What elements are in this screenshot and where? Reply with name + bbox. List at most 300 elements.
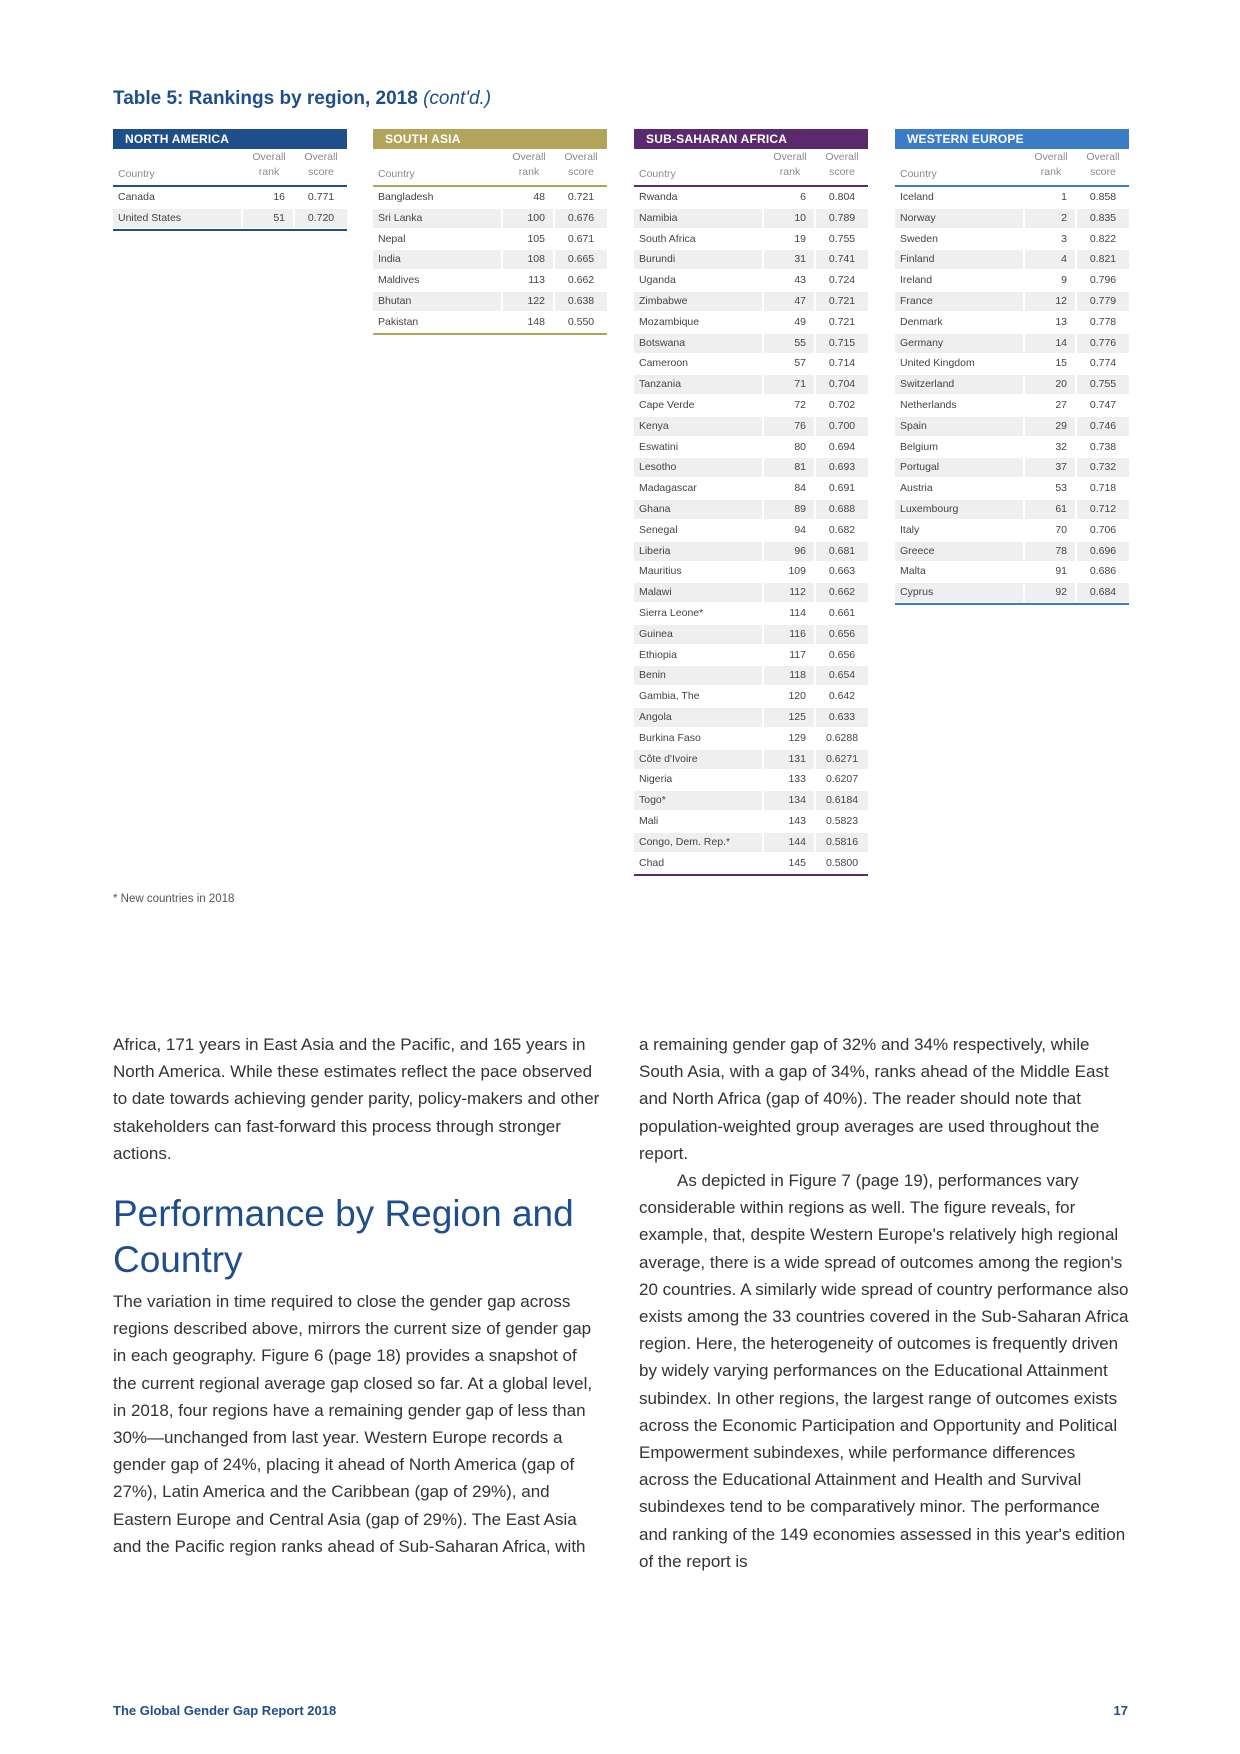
cell-country: Angola (634, 708, 762, 727)
cell-rank: 78 (1025, 542, 1075, 561)
cell-score: 0.662 (816, 583, 868, 602)
cell-country: Maldives (378, 274, 420, 287)
cell-country: Ireland (900, 274, 933, 287)
table-row (634, 396, 868, 415)
cell-rank: 6 (800, 191, 806, 203)
cell-score: 0.776 (1077, 334, 1129, 353)
cell-rank: 9 (1061, 274, 1067, 287)
cell-country: Belgium (900, 440, 938, 453)
body-paragraph: Africa, 171 years in East Asia and the Pacific, and 165 years in North America. While these estimates reflect the pace observed to date towards achieving gender parity, policy-makers and other stakeholders can fast-forward this process through stronger actions. (113, 1035, 600, 1163)
col-header-score (1077, 150, 1129, 180)
cell-score: 0.5823 (825, 814, 859, 827)
table-row (634, 646, 868, 665)
cell-score: 0.6184 (816, 791, 868, 810)
cell-country: Spain (895, 417, 1023, 436)
cell-rank: 19 (794, 232, 806, 245)
cell-rank: 15 (1055, 357, 1067, 370)
cell-country: Namibia (634, 209, 762, 228)
table-row (373, 250, 607, 269)
cell-country: Greece (895, 542, 1023, 561)
cell-country: Congo, Dem. Rep.* (634, 833, 762, 852)
table-row (634, 209, 868, 228)
cell-country: Sweden (900, 232, 938, 245)
cell-score: 0.688 (816, 500, 868, 519)
table-row (895, 354, 1129, 373)
cell-rank: 49 (794, 315, 806, 328)
cell-score: 0.732 (1077, 458, 1129, 477)
cell-score: 0.755 (828, 232, 856, 245)
cell-rank: 92 (1025, 583, 1075, 602)
table-row (895, 438, 1129, 457)
table-row (634, 188, 868, 207)
cell-country: Gambia, The (639, 690, 700, 703)
cell-score: 0.704 (816, 375, 868, 394)
cell-rank: 70 (1055, 523, 1067, 536)
table-row (895, 500, 1129, 519)
cell-country: Lesotho (634, 458, 762, 477)
table-row (634, 354, 868, 373)
cell-rank: 94 (794, 523, 806, 536)
table-title (113, 88, 491, 110)
cell-score: 0.721 (567, 191, 595, 203)
col-header-rank-line1: Overall (252, 151, 286, 163)
cell-score: 0.741 (816, 250, 868, 269)
table-row (895, 209, 1129, 228)
cell-score: 0.550 (567, 315, 595, 328)
cell-score: 0.662 (567, 274, 595, 287)
cell-score: 0.665 (555, 250, 607, 269)
cell-score: 0.671 (567, 232, 595, 245)
cell-score: 0.771 (307, 191, 335, 203)
table-row (895, 334, 1129, 353)
cell-score: 0.721 (816, 292, 868, 311)
cell-rank: 76 (764, 417, 814, 436)
cell-rank: 12 (1025, 292, 1075, 311)
col-header-country: Country (639, 168, 676, 180)
col-header-rank-line1: Overall (512, 151, 546, 163)
table-row (634, 271, 868, 290)
cell-rank: 109 (788, 565, 806, 578)
table-row (634, 500, 868, 519)
table-row (634, 458, 868, 477)
cell-rank: 2 (1025, 209, 1075, 228)
cell-country: Rwanda (639, 191, 678, 203)
cell-rank: 134 (764, 791, 814, 810)
cell-rank: 116 (764, 625, 814, 644)
cell-country: Netherlands (900, 398, 957, 411)
cell-country: Italy (900, 523, 920, 536)
cell-rank: 145 (788, 856, 806, 869)
cell-score: 0.694 (828, 440, 856, 453)
table-row (895, 458, 1129, 477)
table-row (634, 313, 868, 332)
cell-country: Burundi (634, 250, 762, 269)
cell-country: India (373, 250, 501, 269)
col-header-score-line2: score (1090, 166, 1116, 178)
cell-rank: 122 (503, 292, 553, 311)
col-header-score-line2: score (308, 166, 334, 178)
cell-country: Luxembourg (895, 500, 1023, 519)
cell-country: United Kingdom (900, 357, 975, 370)
col-header-rank-line2: rank (518, 166, 540, 178)
cell-score: 0.661 (828, 606, 856, 619)
footer-report-title: The Global Gender Gap Report 2018 (113, 1703, 337, 1718)
table-row (634, 417, 868, 436)
col-header-rank (243, 150, 295, 180)
cell-score: 0.638 (555, 292, 607, 311)
table-row (634, 729, 868, 748)
table-sub-saharan-africa (634, 129, 868, 876)
cell-country: Cyprus (895, 583, 1023, 602)
cell-rank: 53 (1055, 482, 1067, 495)
cell-score: 0.696 (1077, 542, 1129, 561)
cell-score: 0.642 (828, 690, 856, 703)
cell-rank: 27 (1055, 398, 1067, 411)
cell-score: 0.691 (828, 482, 856, 495)
table-body (895, 187, 1129, 605)
cell-score: 0.774 (1089, 357, 1117, 370)
cell-country: Ghana (634, 500, 762, 519)
table-row (373, 209, 607, 228)
cell-score: 0.6288 (825, 731, 859, 744)
table-row (634, 666, 868, 685)
cell-score: 0.676 (555, 209, 607, 228)
cell-score: 0.706 (1089, 523, 1117, 536)
body-paragraph: The variation in time required to close the gender gap across regions described above, mirrors the current size of gender gap in each geography. Figure 6 (page 18) provides a snapshot of the current regional average gap closed so far. At a global level, in 2018, four regions have a remaining gender gap of less than 30%—unchanged from last year. Western Europe records a gender gap of 24%, placing it ahead of North America (gap of 27%), Latin America and the Caribbean (gap of 29%), and Eastern Europe and Central Asia (gap of 29%). The East Asia and the Pacific region ranks ahead of Sub-Saharan Africa, with (113, 1292, 593, 1556)
table-row (373, 188, 607, 207)
cell-country: Finland (895, 250, 1023, 269)
cell-score: 0.6207 (825, 773, 859, 786)
cell-score: 0.693 (816, 458, 868, 477)
section-heading: Performance by Region and Country (113, 1193, 574, 1281)
table-row (895, 521, 1129, 540)
col-header-score (295, 150, 347, 180)
cell-rank: 105 (527, 232, 545, 245)
cell-rank: 89 (764, 500, 814, 519)
table-south-asia (373, 129, 607, 335)
cell-country: Malta (900, 565, 926, 578)
cell-rank: 47 (764, 292, 814, 311)
cell-country: Madagascar (639, 482, 697, 495)
region-header: WESTERN EUROPE (895, 129, 1129, 149)
cell-rank: 51 (243, 209, 293, 228)
right-column (639, 1031, 1129, 1575)
cell-score: 0.738 (1089, 440, 1117, 453)
table-north-america (113, 129, 347, 231)
cell-country: Switzerland (895, 375, 1023, 394)
cell-rank: 16 (273, 191, 285, 203)
col-header-rank (503, 150, 555, 180)
footnote: * New countries in 2018 (113, 893, 235, 905)
cell-country: Malawi (634, 583, 762, 602)
cell-score: 0.684 (1077, 583, 1129, 602)
cell-country: Chad (639, 856, 665, 869)
table-row (634, 604, 868, 623)
cell-rank: 80 (794, 440, 806, 453)
cell-country: Mali (639, 814, 659, 827)
cell-country: Zimbabwe (634, 292, 762, 311)
cell-rank: 114 (789, 606, 806, 619)
cell-score: 0.724 (828, 274, 856, 287)
table-row (634, 750, 868, 769)
footer-page-number: 17 (1113, 1703, 1128, 1718)
table-row (634, 708, 868, 727)
table-row (373, 271, 607, 290)
cell-country: Canada (118, 191, 155, 203)
region-header: SOUTH ASIA (373, 129, 607, 149)
cell-rank: 4 (1025, 250, 1075, 269)
cell-country: Iceland (900, 191, 934, 203)
cell-rank: 14 (1025, 334, 1075, 353)
col-header-score-line2: score (568, 166, 594, 178)
cell-country: Portugal (895, 458, 1023, 477)
cell-score: 0.718 (1089, 482, 1117, 495)
cell-rank: 144 (764, 833, 814, 852)
table-row (634, 791, 868, 810)
cell-country: France (895, 292, 1023, 311)
cell-country: Cape Verde (639, 398, 695, 411)
cell-score: 0.721 (828, 315, 856, 328)
table-body (634, 187, 868, 876)
cell-country: Uganda (639, 274, 676, 287)
col-header-rank-line1: Overall (1034, 151, 1068, 163)
cell-rank: 55 (764, 334, 814, 353)
table-row (895, 375, 1129, 394)
cell-rank: 3 (1061, 232, 1067, 245)
cell-score: 0.858 (1089, 191, 1117, 203)
table-row (895, 230, 1129, 249)
cell-country: Bhutan (373, 292, 501, 311)
table-row (895, 188, 1129, 207)
cell-country: Mozambique (639, 315, 700, 328)
cell-score: 0.5800 (825, 856, 859, 869)
cell-score: 0.681 (816, 542, 868, 561)
cell-country: Mauritius (639, 565, 682, 578)
table-row (634, 334, 868, 353)
col-header-rank-line2: rank (779, 166, 801, 178)
table-row (634, 438, 868, 457)
cell-score: 0.755 (1077, 375, 1129, 394)
cell-rank: 100 (503, 209, 553, 228)
table-row (895, 562, 1129, 581)
table-row (634, 292, 868, 311)
cell-score: 0.779 (1077, 292, 1129, 311)
table-row (895, 292, 1129, 311)
table-row (373, 292, 607, 311)
table-row (895, 396, 1129, 415)
table-row (634, 562, 868, 581)
cell-rank: 43 (794, 274, 806, 287)
left-column (113, 1031, 603, 1560)
cell-country: Sierra Leone* (639, 606, 704, 619)
table-row (634, 250, 868, 269)
cell-score: 0.789 (816, 209, 868, 228)
cell-country: Germany (895, 334, 1023, 353)
col-header-country: Country (118, 168, 155, 180)
table-row (895, 417, 1129, 436)
col-header-rank (1025, 150, 1077, 180)
column-headers (113, 149, 347, 187)
cell-score: 0.700 (816, 417, 868, 436)
cell-score: 0.778 (1089, 315, 1117, 328)
cell-country: United States (113, 209, 241, 228)
table-title-main: Table 5: Rankings by region, 2018 (113, 88, 418, 109)
cell-rank: 20 (1025, 375, 1075, 394)
cell-country: Cameroon (639, 357, 689, 370)
table-row (634, 375, 868, 394)
cell-rank: 91 (1055, 565, 1067, 578)
cell-score: 0.821 (1077, 250, 1129, 269)
cell-rank: 57 (794, 357, 806, 370)
cell-rank: 112 (764, 583, 814, 602)
region-header: NORTH AMERICA (113, 129, 347, 149)
table-row (634, 687, 868, 706)
table-row (895, 250, 1129, 269)
column-headers (373, 149, 607, 187)
table-row (634, 770, 868, 789)
cell-country: Burkina Faso (639, 731, 701, 744)
table-row (634, 479, 868, 498)
cell-rank: 117 (789, 648, 806, 661)
cell-score: 0.6271 (816, 750, 868, 769)
cell-rank: 96 (764, 542, 814, 561)
cell-rank: 71 (764, 375, 814, 394)
col-header-score-line1: Overall (304, 151, 338, 163)
table-row (113, 188, 347, 207)
table-row (634, 230, 868, 249)
cell-country: Bangladesh (378, 191, 434, 203)
body-paragraph: a remaining gender gap of 32% and 34% respectively, while South Asia, with a gap of 34%, ranks ahead of the Middle East and North Africa (gap of 40%). The reader should note that population-weighted group averages are used throughout the report. (639, 1035, 1109, 1163)
col-header-score-line1: Overall (564, 151, 598, 163)
cell-country: Sri Lanka (373, 209, 501, 228)
cell-score: 0.712 (1077, 500, 1129, 519)
cell-rank: 133 (788, 773, 806, 786)
column-headers (895, 149, 1129, 187)
cell-country: Nigeria (639, 773, 673, 786)
cell-score: 0.822 (1089, 232, 1117, 245)
cell-rank: 129 (788, 731, 806, 744)
cell-rank: 61 (1025, 500, 1075, 519)
col-header-rank (764, 150, 816, 180)
table-row (634, 625, 868, 644)
table-row (895, 313, 1129, 332)
cell-country: Liberia (634, 542, 762, 561)
col-header-score-line1: Overall (1086, 151, 1120, 163)
cell-rank: 10 (764, 209, 814, 228)
table-row (895, 542, 1129, 561)
cell-country: Denmark (900, 315, 943, 328)
cell-score: 0.682 (828, 523, 856, 536)
table-row (895, 271, 1129, 290)
table-row (634, 521, 868, 540)
cell-score: 0.5816 (816, 833, 868, 852)
cell-country: Côte d'Ivoire (634, 750, 762, 769)
cell-score: 0.715 (816, 334, 868, 353)
cell-score: 0.654 (816, 666, 868, 685)
table-western-europe (895, 129, 1129, 605)
col-header-country: Country (900, 168, 937, 180)
table-title-contd: (cont'd.) (423, 88, 492, 109)
cell-score: 0.804 (828, 191, 856, 203)
col-header-country: Country (378, 168, 415, 180)
cell-score: 0.714 (828, 357, 856, 370)
cell-country: South Africa (639, 232, 696, 245)
cell-country: Senegal (639, 523, 678, 536)
table-row (895, 479, 1129, 498)
cell-rank: 72 (794, 398, 806, 411)
cell-country: Benin (634, 666, 762, 685)
cell-rank: 108 (503, 250, 553, 269)
cell-country: Pakistan (378, 315, 419, 328)
cell-rank: 81 (764, 458, 814, 477)
cell-score: 0.663 (828, 565, 856, 578)
col-header-score (816, 150, 868, 180)
col-header-score (555, 150, 607, 180)
cell-rank: 148 (527, 315, 545, 328)
cell-score: 0.746 (1077, 417, 1129, 436)
column-headers (634, 149, 868, 187)
table-body (373, 187, 607, 335)
cell-rank: 118 (764, 666, 814, 685)
cell-rank: 120 (788, 690, 806, 703)
table-row (634, 833, 868, 852)
cell-score: 0.633 (816, 708, 868, 727)
cell-score: 0.686 (1089, 565, 1117, 578)
cell-country: Kenya (634, 417, 762, 436)
table-row (373, 230, 607, 249)
cell-rank: 29 (1025, 417, 1075, 436)
table-row (634, 854, 868, 873)
cell-rank: 131 (764, 750, 814, 769)
cell-country: Ethiopia (639, 648, 677, 661)
col-header-score-line2: score (829, 166, 855, 178)
table-row (895, 583, 1129, 602)
region-header: SUB-SAHARAN AFRICA (634, 129, 868, 149)
cell-score: 0.796 (1089, 274, 1117, 287)
table-row (634, 542, 868, 561)
cell-rank: 143 (788, 814, 806, 827)
cell-country: Togo* (634, 791, 762, 810)
cell-score: 0.835 (1077, 209, 1129, 228)
cell-rank: 48 (533, 191, 545, 203)
cell-score: 0.747 (1089, 398, 1117, 411)
cell-rank: 113 (528, 274, 545, 287)
table-row (634, 812, 868, 831)
cell-rank: 37 (1025, 458, 1075, 477)
cell-country: Nepal (378, 232, 406, 245)
cell-country: Tanzania (634, 375, 762, 394)
col-header-rank-line2: rank (258, 166, 280, 178)
col-header-score-line1: Overall (825, 151, 859, 163)
cell-country: Guinea (634, 625, 762, 644)
cell-score: 0.656 (828, 648, 856, 661)
cell-rank: 31 (764, 250, 814, 269)
cell-rank: 125 (764, 708, 814, 727)
cell-country: Norway (895, 209, 1023, 228)
col-header-rank-line1: Overall (773, 151, 807, 163)
cell-rank: 13 (1055, 315, 1067, 328)
cell-score: 0.702 (828, 398, 856, 411)
col-header-rank-line2: rank (1040, 166, 1062, 178)
table-body (113, 187, 347, 231)
body-paragraph: As depicted in Figure 7 (page 19), performances vary considerable within regions as well. The figure reveals, for example, that, despite Western Europe's relatively high regional average, there is a wide spread of outcomes among the region's 20 countries. A similarly wide spread of country performance also exists among the 33 countries covered in the Sub-Saharan Africa region. Here, the heterogeneity of outcomes is frequently driven by widely varying performances on the Educational Attainment subindex. In other regions, the largest range of outcomes exists across the Economic Participation and Opportunity and Political Empowerment subindexes, while performance differences across the Educational Attainment and Health and Survival subindexes tend to be comparatively minor. The performance and ranking of the 149 economies assessed in this year's edition of the report is (639, 1171, 1129, 1571)
cell-country: Austria (900, 482, 933, 495)
cell-rank: 1 (1061, 191, 1067, 203)
cell-score: 0.720 (295, 209, 347, 228)
cell-rank: 32 (1055, 440, 1067, 453)
cell-country: Eswatini (639, 440, 679, 453)
cell-country: Botswana (634, 334, 762, 353)
